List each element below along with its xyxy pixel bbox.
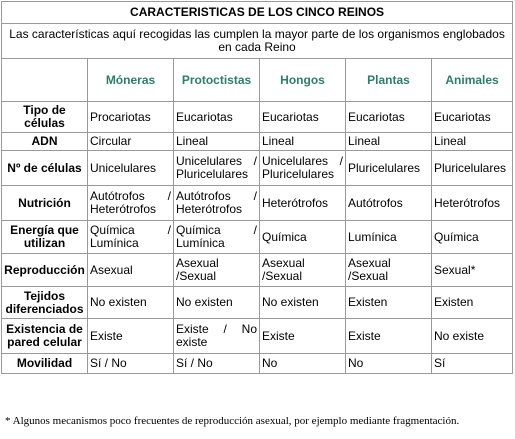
table-cell: Eucariotas — [260, 102, 346, 133]
table-cell: Existen — [346, 287, 432, 319]
five-kingdoms-table — [1, 1, 513, 374]
header-empty-cell — [2, 59, 88, 102]
table-cell: Lumínica — [346, 221, 432, 254]
table-cell: Asexual /Sexual — [260, 254, 346, 287]
table-cell: Sí / No — [88, 354, 174, 374]
table-cell: Eucariotas — [346, 102, 432, 133]
table-row — [2, 186, 513, 221]
table-cell: Química — [260, 221, 346, 254]
table-cell: No — [260, 354, 346, 374]
table-cell: No — [346, 354, 432, 374]
table-row — [2, 319, 513, 354]
row-label: ADN — [2, 133, 88, 151]
table-cell: Existe — [346, 319, 432, 354]
table-row — [2, 102, 513, 133]
row-label: Nutrición — [2, 186, 88, 221]
table-cell: Eucariotas — [432, 102, 513, 133]
table-intro: Las características aquí recogidas las cumplen la mayor parte de los organismos englobados en cada Reino — [2, 24, 513, 59]
footnote: * Algunos mecanismos poco frecuentes de reproducción asexual, por ejemplo mediante fragmentación. — [5, 415, 460, 427]
table-cell: Eucariotas — [174, 102, 260, 133]
table-cell: Sexual* — [432, 254, 513, 287]
table-title: CARACTERISTICAS DE LOS CINCO REINOS — [2, 2, 513, 24]
column-header-hongos: Hongos — [260, 59, 346, 102]
intro-row — [2, 24, 513, 59]
row-label: Movilidad — [2, 354, 88, 374]
table-cell: Procariotas — [88, 102, 174, 133]
table-cell: No existen — [260, 287, 346, 319]
row-label: Reproducción — [2, 254, 88, 287]
column-header-animales: Animales — [432, 59, 513, 102]
row-label: Nº de células — [2, 151, 88, 186]
table-cell: Asexual /Sexual — [174, 254, 260, 287]
table-cell: Existen — [432, 287, 513, 319]
table-cell: Heterótrofos — [260, 186, 346, 221]
row-label: Tipo de células — [2, 102, 88, 133]
table-cell: Existe / No existe — [174, 319, 260, 354]
table-cell: Química / Lumínica — [174, 221, 260, 254]
table-cell: Pluricelulares — [432, 151, 513, 186]
table-cell: Autótrofos — [346, 186, 432, 221]
table-cell: Asexual — [88, 254, 174, 287]
table-cell: No existe — [432, 319, 513, 354]
column-header-protoctistas: Protoctistas — [174, 59, 260, 102]
table-cell: Unicelulares / Pluricelulares — [260, 151, 346, 186]
table-cell: Circular — [88, 133, 174, 151]
table-cell: Existe — [260, 319, 346, 354]
table-row — [2, 354, 513, 374]
table-cell: Lineal — [260, 133, 346, 151]
table-cell: Química / Lumínica — [88, 221, 174, 254]
table-cell: Asexual /Sexual — [346, 254, 432, 287]
table-cell: No existen — [174, 287, 260, 319]
table-cell: Lineal — [346, 133, 432, 151]
table-row — [2, 254, 513, 287]
column-header-moneras: Móneras — [88, 59, 174, 102]
row-label: Existencia de pared celular — [2, 319, 88, 354]
row-label: Energía que utilizan — [2, 221, 88, 254]
table-cell: Pluricelulares — [346, 151, 432, 186]
table-row — [2, 151, 513, 186]
table-cell: No existen — [88, 287, 174, 319]
table-cell: Autótrofos / Heterótrofos — [88, 186, 174, 221]
column-header-plantas: Plantas — [346, 59, 432, 102]
table-cell: Lineal — [174, 133, 260, 151]
header-row — [2, 59, 513, 102]
table-cell: Heterótrofos — [432, 186, 513, 221]
table-cell: Lineal — [432, 133, 513, 151]
table-cell: Unicelulares / Pluricelulares — [174, 151, 260, 186]
table-cell: Autótrofos / Heterótrofos — [174, 186, 260, 221]
table-row — [2, 287, 513, 319]
title-row — [2, 2, 513, 24]
table-cell: Sí / No — [174, 354, 260, 374]
table-cell: Sí — [432, 354, 513, 374]
table-cell: Química — [432, 221, 513, 254]
table-cell: Existe — [88, 319, 174, 354]
table-row — [2, 133, 513, 151]
row-label: Tejidos diferenciados — [2, 287, 88, 319]
table-row — [2, 221, 513, 254]
table-cell: Unicelulares — [88, 151, 174, 186]
